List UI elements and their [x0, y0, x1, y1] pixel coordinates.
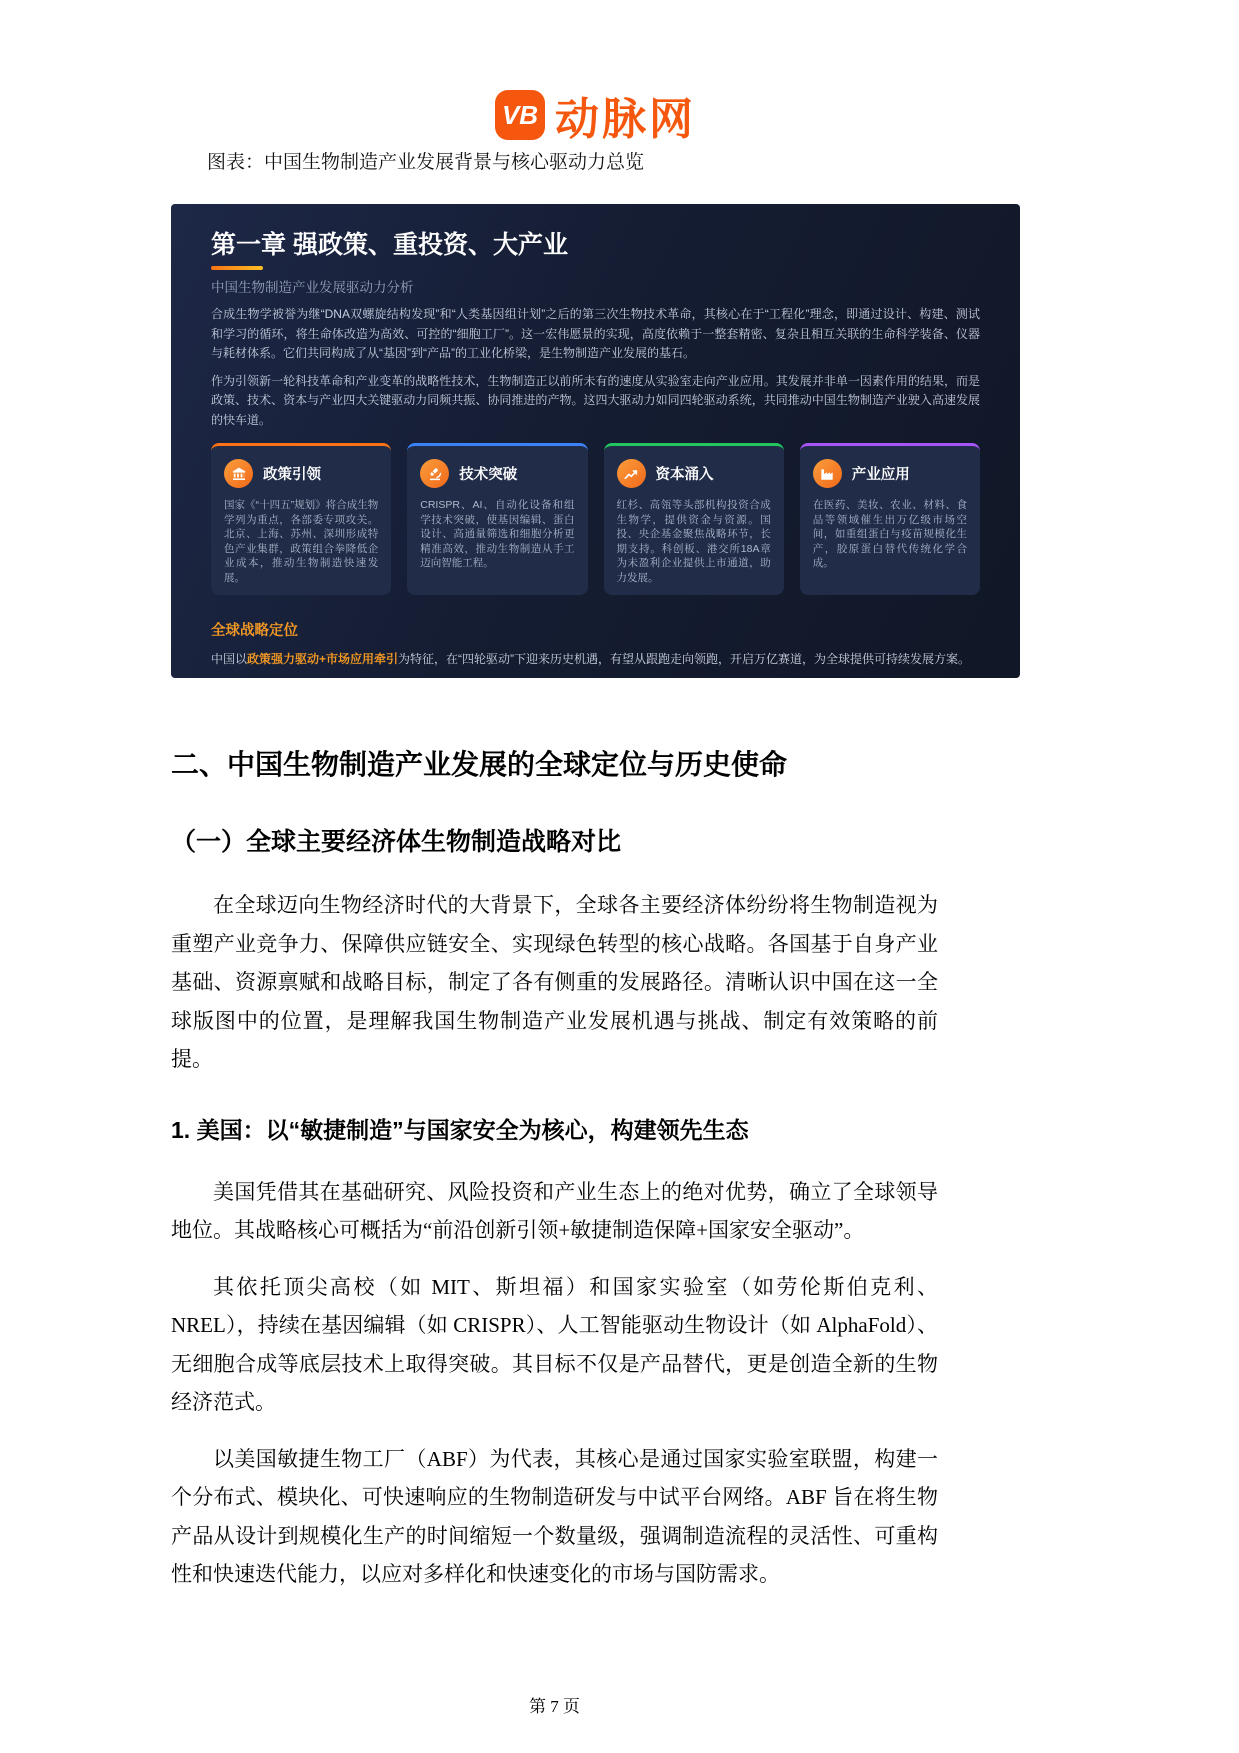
paragraph: 以美国敏捷生物工厂（ABF）为代表，其核心是通过国家实验室联盟，构建一个分布式、模块化、可快速响应的生物制造研发与中试平台网络。ABF 旨在将生物产品从设计到规模化生产的时间缩短一个数量级，强调制造流程的灵活性、可重构性和快速迭代能力，以应对多样化和快速变化的市场与国防需求。 — [171, 1446, 938, 1586]
document-body — [171, 748, 938, 1594]
paragraph: 在全球迈向生物经济时代的大背景下，全球各主要经济体纷纷将生物制造视为重塑产业竞争力、保障供应链安全、实现绿色转型的核心战略。各国基于自身产业基础、资源禀赋和战略目标，制定了各有侧重的发展路径。清晰认识中国在这一全球版图中的位置，是理解我国生物制造产业发展机遇与挑战、制定有效策略的前提。 — [171, 893, 938, 1071]
strategy-text — [211, 651, 980, 668]
card-policy — [211, 443, 391, 595]
infographic-paragraph: 合成生物学被誉为继“DNA双螺旋结构发现”和“人类基因组计划”之后的第三次生物技术革命，其核心在于“工程化”理念，即通过设计、构建、测试和学习的循环，将生命体改造为高效、可控的“细胞工厂”。这一宏伟愿景的实现，高度依赖于一整套精密、复杂且相互关联的生命科学装备、仪器与耗材体系。它们共同构成了从“基因”到“产品”的工业化桥梁，是生物制造产业发展的基石。 — [211, 307, 980, 360]
card-header — [420, 459, 574, 488]
card-technology — [407, 443, 587, 595]
strategy-prefix: 中国以 — [211, 652, 248, 666]
strategy-heading: 全球战略定位 — [211, 623, 298, 639]
card-capital — [604, 443, 784, 595]
infographic-panel — [171, 204, 1020, 678]
strategy-highlight: 政策强力驱动+市场应用牵引 — [247, 652, 399, 666]
card-text: CRISPR、AI、自动化设备和组学技术突破，使基因编辑、蛋白设计、高通量筛选和细胞分析更精准高效，推动生物制造从手工迈向智能工程。 — [420, 499, 575, 569]
card-text: 国家《“十四五”规划》将合成生物学列为重点，各部委专项攻关。北京、上海、苏州、深圳形成特色产业集群，政策组合拳降低企业成本，推动生物制造快速发展。 — [224, 499, 379, 584]
microscope-icon — [420, 459, 449, 488]
driver-cards-row — [211, 443, 980, 595]
page-number: 第 7 页 — [529, 1697, 580, 1716]
card-title: 技术突破 — [459, 467, 518, 483]
figure-caption: 图表：中国生物制造产业发展背景与核心驱动力总览 — [207, 152, 645, 173]
card-title: 产业应用 — [851, 467, 910, 483]
factory-icon — [813, 459, 842, 488]
infographic-paragraph: 作为引领新一轮科技革命和产业变革的战略性技术，生物制造正以前所未有的速度从实验室走向产业应用。其发展并非单一因素作用的结果，而是政策、技术、资本与产业四大关键驱动力同频共振、协同推进的产物。这四大驱动力如同四轮驱动系统，共同推动中国生物制造产业驶入高速发展的快车道。 — [211, 373, 980, 427]
sub-subsection-heading: 1. 美国：以“敏捷制造”与国家安全为核心，构建领先生态 — [171, 1116, 749, 1143]
card-text: 在医药、美妆、农业、材料、食品等领域催生出万亿级市场空间，如重组蛋白与疫苗规模化生产，胶原蛋白替代传统化学合成。 — [812, 499, 967, 569]
subsection-heading: （一）全球主要经济体生物制造战略对比 — [171, 828, 622, 856]
card-header — [224, 459, 378, 488]
chart-up-icon — [617, 459, 646, 488]
card-header — [617, 459, 771, 488]
strategy-suffix: 为特征，在“四轮驱动”下迎来历史机遇，有望从跟跑走向领跑，开启万亿赛道，为全球提供可持续发展方案。 — [398, 652, 971, 666]
vb-logo-icon: VB — [495, 90, 545, 140]
paragraph: 其依托顶尖高校（如 MIT、斯坦福）和国家实验室（如劳伦斯伯克利、NREL），持续在基因编辑（如 CRISPR）、人工智能驱动生物设计（如 AlphaFold）、无细胞合成等底层技术上取得突破。其目标不仅是产品替代，更是创造全新的生物经济范式。 — [171, 1274, 938, 1414]
infographic-subtitle: 中国生物制造产业发展驱动力分析 — [211, 280, 414, 295]
card-application — [800, 443, 980, 595]
paragraph: 美国凭借其在基础研究、风险投资和产业生态上的绝对优势，确立了全球领导地位。其战略核心可概括为“前沿创新引领+敏捷制造保障+国家安全驱动”。 — [171, 1179, 938, 1242]
section-heading: 二、中国生物制造产业发展的全球定位与历史使命 — [171, 749, 788, 780]
brand-logo — [171, 90, 1020, 144]
title-underline — [211, 266, 263, 270]
card-title: 资本涌入 — [655, 467, 714, 483]
bank-icon — [224, 459, 253, 488]
infographic-title: 第一章 强政策、重投资、大产业 — [211, 231, 568, 259]
card-title: 政策引领 — [263, 467, 321, 483]
card-header — [813, 459, 967, 488]
brand-name: 动脉网 — [555, 95, 696, 144]
card-text: 红杉、高瓴等头部机构投资合成生物学，提供资金与资源。国投、央企基金聚焦战略环节，长期支持。科创板、港交所18A章为未盈利企业提供上市通道，助力发展。 — [616, 499, 771, 584]
